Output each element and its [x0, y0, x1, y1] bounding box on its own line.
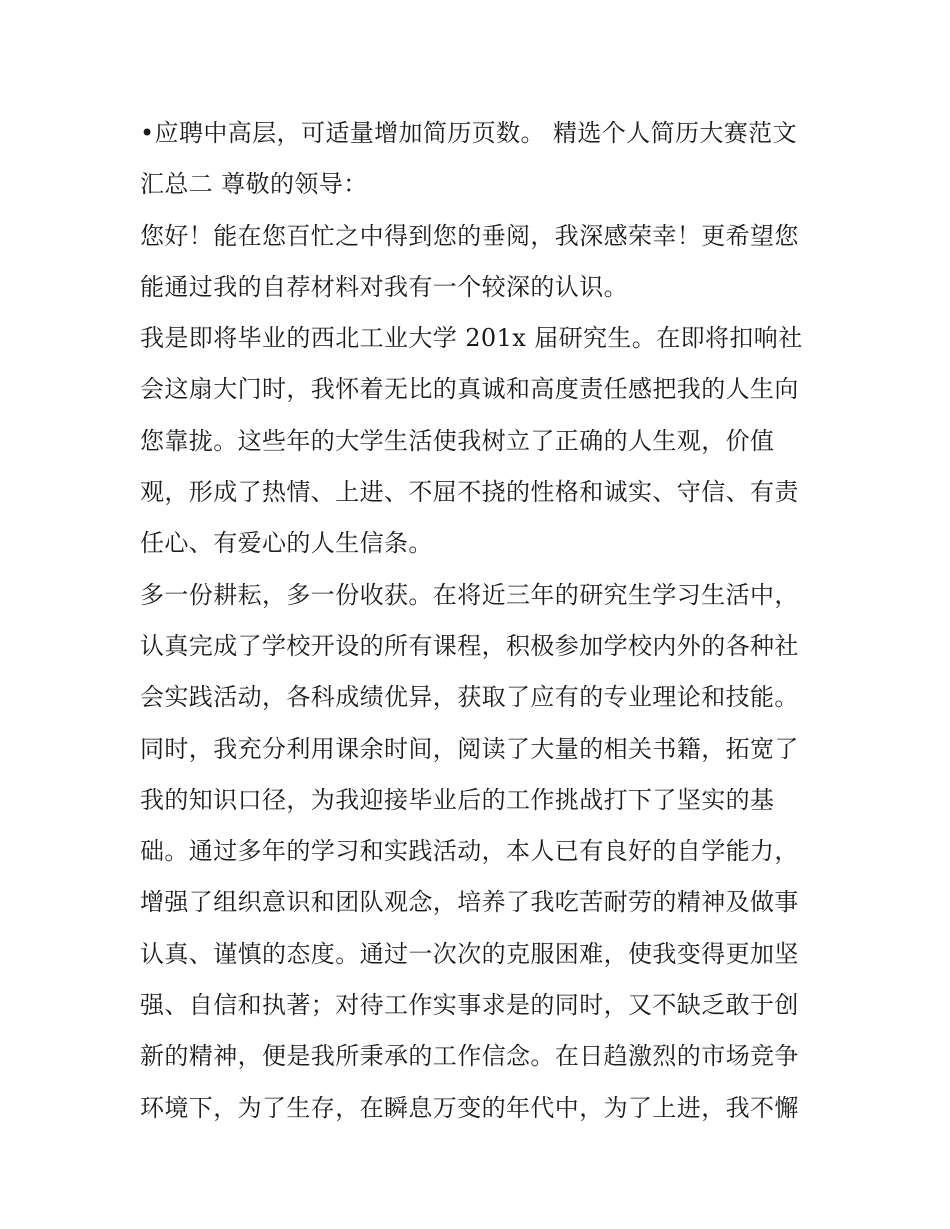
- text-line: 您好！能在您百忙之中得到您的垂阅，我深感荣幸！更希望您: [140, 221, 799, 250]
- text-line: 强、自信和执著；对待工作实事求是的同时，又不缺乏敢于创: [140, 991, 799, 1020]
- text-line: 础。通过多年的学习和实践活动，本人已有良好的自学能力，: [140, 837, 799, 866]
- text-line: 会实践活动，各科成绩优异，获取了应有的专业理论和技能。: [140, 683, 799, 712]
- text-line: 多一份耕耘，多一份收获。在将近三年的研究生学习生活中，: [140, 580, 799, 609]
- text-line: 环境下，为了生存，在瞬息万变的年代中，为了上进，我不懈: [140, 1093, 799, 1122]
- text-line: 新的精神，便是我所秉承的工作信念。在日趋激烈的市场竞争: [140, 1042, 799, 1071]
- text-line: 认真完成了学校开设的所有课程，积极参加学校内外的各种社: [140, 631, 799, 660]
- text-line: 我的知识口径，为我迎接毕业后的工作挑战打下了坚实的基: [140, 785, 775, 814]
- text-line: 任心、有爱心的人生信条。: [140, 529, 433, 558]
- document-body: [140, 108, 820, 1134]
- text-line: 同时，我充分利用课余时间，阅读了大量的相关书籍，拓宽了: [140, 734, 799, 763]
- text-line: 观，形成了热情、上进、不屈不挠的性格和诚实、守信、有责: [140, 478, 799, 507]
- text-line: 汇总二 尊敬的领导：: [140, 170, 368, 199]
- text-line: 能通过我的自荐材料对我有一个较深的认识。: [140, 272, 628, 301]
- text-line: 您靠拢。这些年的大学生活使我树立了正确的人生观，价值: [140, 426, 775, 455]
- text-line: •应聘中高层，可适量增加简历页数。 精选个人简历大赛范文: [140, 119, 797, 147]
- text-line: 增强了组织意识和团队观念，培养了我吃苦耐劳的精神及做事: [140, 888, 799, 917]
- text-line: 会这扇大门时，我怀着无比的真诚和高度责任感把我的人生向: [140, 375, 799, 404]
- text-line: 认真、谨慎的态度。通过一次次的克服困难，使我变得更加坚: [140, 939, 799, 968]
- text-line: 我是即将毕业的西北工业大学 201x 届研究生。在即将扣响社: [140, 324, 803, 353]
